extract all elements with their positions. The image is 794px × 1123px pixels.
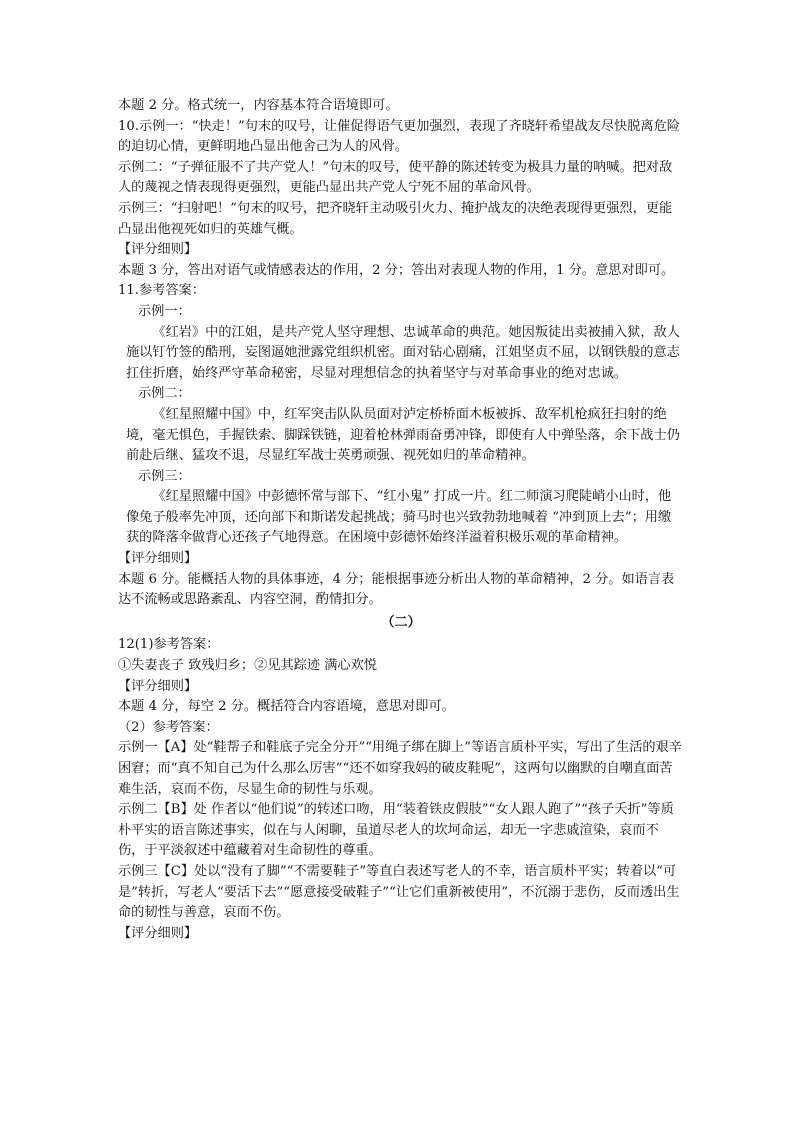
text-line-19: 【评分细则】 xyxy=(118,678,198,694)
text-line-12: 示例三： xyxy=(138,468,191,484)
text-line-2: 10.示例一：“快走！”句末的叹号，让催促得语气更加强烈，表现了齐晓轩希望战友尽快脱离危险的迫切心情，更鲜明地凸显出他舍己为人的风骨。 xyxy=(118,118,680,155)
text-line-8: 示例一： xyxy=(138,303,191,319)
text-line-15: 本题 6 分。能概括人物的具体事迹，4 分；能根据事迹分析出人物的革命精神，2 分。如语言表达不流畅或思路紊乱、内容空洞，酌情扣分。 xyxy=(118,571,675,608)
text-line-7: 11.参考答案： xyxy=(118,283,205,299)
text-line-9: 《红岩》中的江姐，是共产党人坚守理想、忠诚革命的典范。她因叛徒出卖被捕入狱，敌人施以钉竹签的酷刑，妄图逼她泄露党组织机密。面对钻心剧痛，江姐坚贞不屈，以钢铁般的意志扛住折磨，始终严守革命秘密，尽显对理想信念的执着坚守与对革命事业的绝对忠诚。 xyxy=(126,324,680,381)
text-line-25: 【评分细则】 xyxy=(118,925,198,941)
text-line-17: 12(1)参考答案： xyxy=(118,637,220,653)
text-line-11: 《红星照耀中国》中，红军突击队队员面对泸定桥桥面木板被拆、敌军机枪疯狂扫射的绝境，毫无惧色，手握铁索、脚踩铁链，迎着枪林弹雨奋勇冲锋，即使有人中弹坠落，余下战士仍前赴后继、猛攻不退，尽显红军战士英勇顽强、视死如归的革命精神。 xyxy=(126,406,680,464)
text-line-20: 本题 4 分，每空 2 分。概括符合内容语境，意思对即可。 xyxy=(118,699,455,715)
text-line-4: 示例三：“扫射吧！”句末的叹号，把齐晓轩主动吸引火力、掩护战友的决绝表现得更强烈，更能凸显出他视死如归的英雄气概。 xyxy=(118,200,673,237)
text-line-10: 示例二： xyxy=(138,386,191,402)
text-line-22: 示例一【A】处“鞋帮子和鞋底子完全分开”“用绳子绑在脚上”等语言质朴平实，写出了生活的艰辛困窘；而“真不知自己为什么那么厉害”“还不如穿我妈的破皮鞋呢”，这两句以幽默的自嘲直面苦难生活，哀而不伤，尽显生命的韧性与乐观。 xyxy=(118,740,682,797)
text-line-24: 示例三【C】处以“没有了脚”“不需要鞋子”等直白表述写老人的不幸，语言质朴平实；转着以“可是”转折，写老人“要活下去”“愿意接受破鞋子”“让它们重新被使用”，不沉溺于悲伤，反而透出生命的韧性与善意，哀而不伤。 xyxy=(118,863,680,921)
text-line-23: 示例二【B】处 作者以“他们说”的转述口吻，用“装着铁皮假肢”“女人跟人跑了”“孩子夭折”等质朴平实的语言陈述事实，似在与人闲聊，虽道尽老人的坎坷命运，却无一字悲戚渲染，哀而不伤，于平淡叙述中蕴藏着对生命韧性的尊重。 xyxy=(118,802,674,859)
text-line-5: 【评分细则】 xyxy=(118,242,198,258)
text-line-3: 示例二：“子弹征服不了共产党人！”句末的叹号，使平静的陈述转变为极具力量的呐喊。把对敌人的蔑视之情表现得更强烈，更能凸显出共产党人宁死不屈的革命风骨。 xyxy=(118,159,673,196)
answer-key-body xyxy=(118,96,684,944)
text-line-13: 《红星照耀中国》中彭德怀常与部下、“红小鬼” 打成一片。红二师演习爬陡峭小山时，他像兔子般率先冲顶，还向部下和斯诺发起挑战；骑马时也兴致勃勃地喊着 “冲到顶上去”；用缴获的降落伞做背心还孩子气地得意。在困境中彭德怀始终洋溢着积极乐观的革命精神。 xyxy=(126,489,672,546)
text-line-18: ①失妻丧子 致残归乡；②见其踪迹 满心欢悦 xyxy=(118,658,377,674)
text-line-14: 【评分细则】 xyxy=(118,551,198,567)
text-line-6: 本题 3 分，答出对语气或情感表达的作用，2 分；答出对表现人物的作用，1 分。意思对即可。 xyxy=(118,262,675,278)
text-line-1: 本题 2 分。格式统一，内容基本符合语境即可。 xyxy=(118,98,399,113)
text-line-21: （2）参考答案： xyxy=(118,719,219,735)
text-line-16: （二） xyxy=(381,614,421,630)
